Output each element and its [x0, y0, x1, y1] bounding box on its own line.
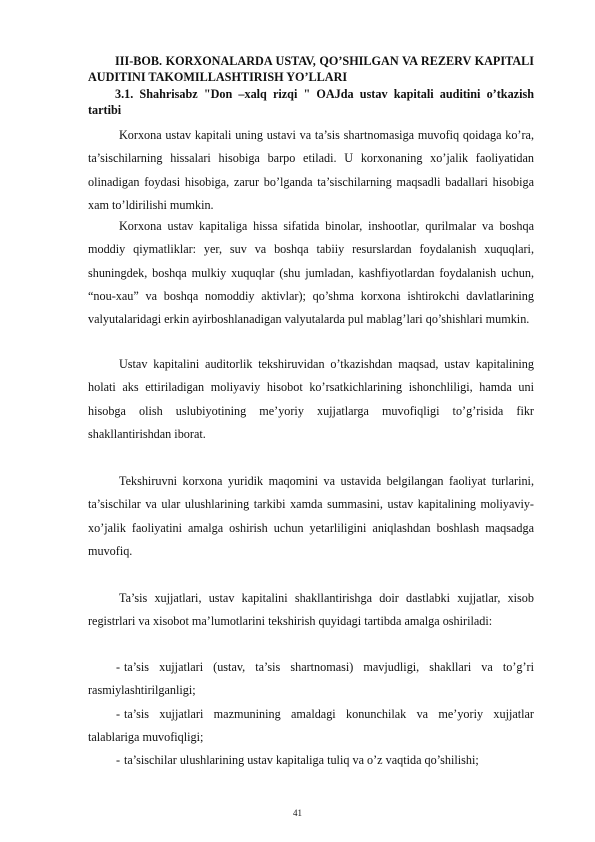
- list-item: [88, 749, 534, 772]
- list-dash: -: [116, 707, 121, 721]
- page-number: 41: [293, 808, 302, 818]
- paragraph: Korxona ustav kapitaliga hissa sifatida binolar, inshootlar, qurilmalar va boshqa moddiy qiymatliklar: yer, suv va boshqa tabiiy resurslardan foydalanish xuquqlari, shuningdek, boshqa mulkiy xuquqlar (shu jumladan, kashfiyotlardan foydalanish uchun, “nou-xau” va boshqa nomoddiy aktivlar); qo’shma korxona ishtirokchi davlatlarining valyutalaridagi erkin ayirboshlanadigan valyutalarda pul mablag’lari qo’shishlari mumkin.: [88, 219, 534, 327]
- list-item: [88, 656, 534, 703]
- paragraph: Tekshiruvni korxona yuridik maqomini va ustavida belgilangan faoliyat turlarini, ta’sischilar va ular ulushlarining tarkibi xamda summasini, ustav kapitalining moliyaviy-xo’jalik faoliyatini amalga oshirish uchun yetarliligini aniqlashdan boshlash maqsadga muvofiq.: [88, 474, 534, 558]
- list-dash: -: [116, 660, 121, 674]
- list-item-text: ta’sis xujjatlari mazmunining amaldagi konunchilak va me’yoriy xujjatlar talablariga muvofiqligi;: [88, 707, 534, 745]
- chapter-heading: III-BOB. KORXONALARDA USTAV, QO’SHILGAN VA REZERV KAPITALI AUDITINI TAKOMILLASHTIRISH YO’LLARI: [88, 54, 534, 84]
- list-item: [88, 703, 534, 750]
- list-item-text: ta’sischilar ulushlarining ustav kapitaliga tuliq va o’z vaqtida qo’shilishi;: [124, 753, 479, 767]
- list-dash: -: [116, 753, 121, 767]
- paragraph: Korxona ustav kapitali uning ustavi va ta’sis shartnomasiga muvofiq qoidaga ko’ra, ta’sischilarning hissalari hisobiga barpo etiladi. U korxonaning xo’jalik faoliyatidan olinadigan foydasi hisobiga, zarur bo’lganda ta’sischilarning maqsadli badallari hisobiga xam to’ldirilishi mumkin.: [88, 128, 534, 212]
- paragraph: Ustav kapitalini auditorlik tekshiruvidan o’tkazishdan maqsad, ustav kapitalining holati aks ettiriladigan moliyaviy hisobot ko’rsatkichlarining ishonchliligi, hamda uni hisobga olish uslubiyotining me’yoriy xujjatlarga muvofiqligi to’g’risida fikr shakllantirishdan iborat.: [88, 357, 534, 441]
- section-heading: 3.1. Shahrisabz "Don –xalq rizqi " OAJda ustav kapitali auditini o’tkazish tartibi: [88, 87, 534, 117]
- paragraph: Ta’sis xujjatlari, ustav kapitalini shakllantirishga doir dastlabki xujjatlar, xisob registrlari va xisobot ma’lumotlarini tekshirish quyidagi tartibda amalga oshiriladi:: [88, 591, 534, 629]
- list-item-text: ta’sis xujjatlari (ustav, ta’sis shartnomasi) mavjudligi, shakllari va to’g’ri rasmiylashtirilganligi;: [88, 660, 534, 698]
